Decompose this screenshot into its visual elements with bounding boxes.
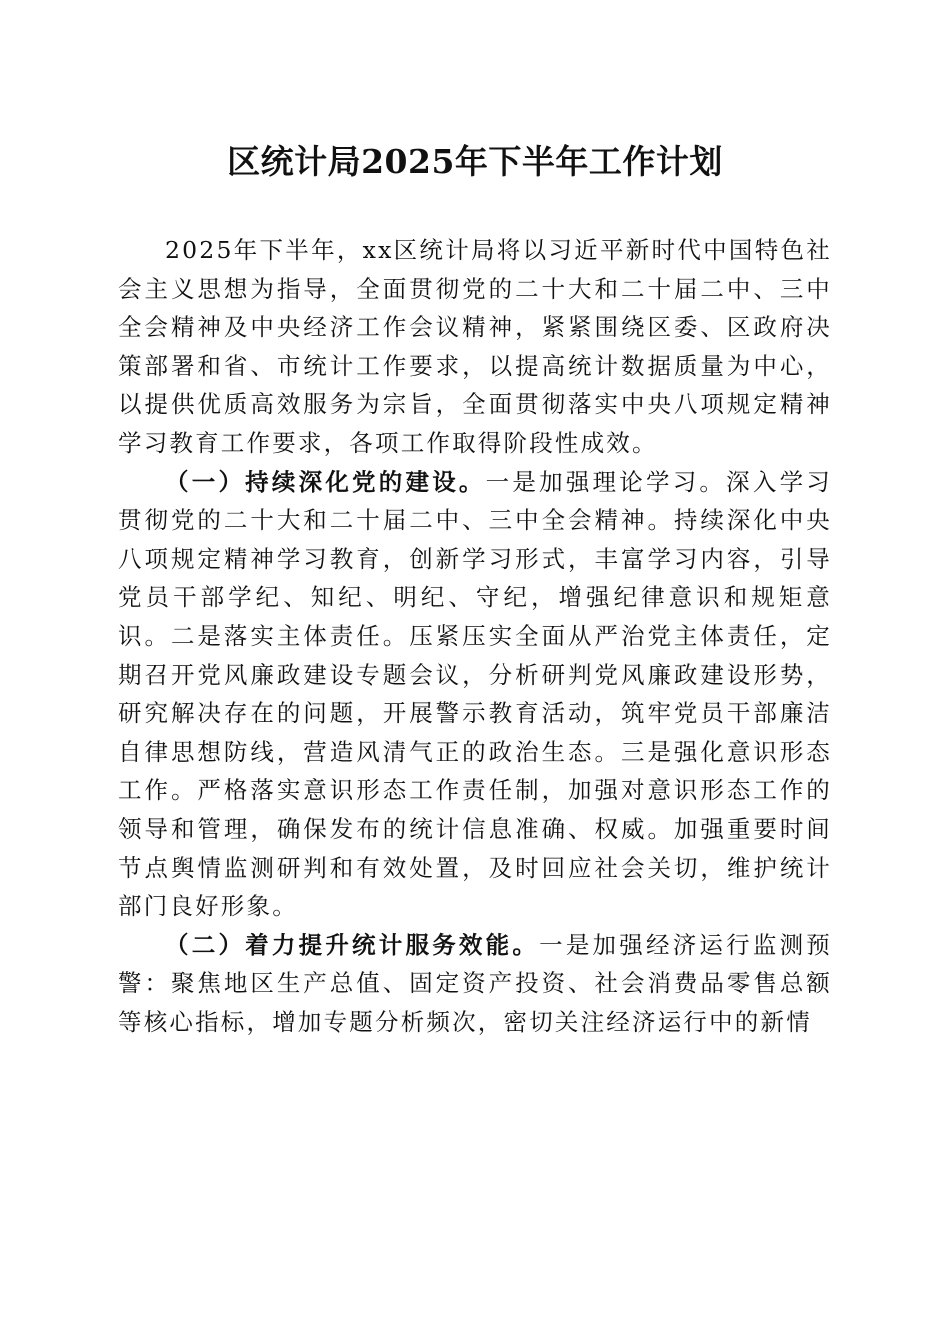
- section-1-paragraph: [118, 463, 832, 926]
- section-2-paragraph: [118, 926, 832, 1042]
- intro-paragraph: 2025年下半年，xx区统计局将以习近平新时代中国特色社会主义思想为指导，全面贯彻党的二十大和二十届二中、三中全会精神及中央经济工作会议精神，紧紧围绕区委、区政府决策部署和省、市统计工作要求，以提高统计数据质量为中心，以提供优质高效服务为宗旨，全面贯彻落实中央八项规定精神学习教育工作要求，各项工作取得阶段性成效。: [118, 236, 832, 457]
- section-1-body: 一是加强理论学习。深入学习贯彻党的二十大和二十届二中、三中全会精神。持续深化中央八项规定精神学习教育，创新学习形式，丰富学习内容，引导党员干部学纪、知纪、明纪、守纪，增强纪律意识和规矩意识。二是落实主体责任。压紧压实全面从严治党主体责任，定期召开党风廉政建设专题会议，分析研判党风廉政建设形势，研究解决存在的问题，开展警示教育活动，筑牢党员干部廉洁自律思想防线，营造风清气正的政治生态。三是强化意识形态工作。严格落实意识形态工作责任制，加强对意识形态工作的领导和管理，确保发布的统计信息准确、权威。加强重要时间节点舆情监测研判和有效处置，及时回应社会关切，维护统计部门良好形象。: [118, 467, 832, 921]
- document-title: 区统计局2025年下半年工作计划: [227, 142, 723, 181]
- section-2-body: 一是加强经济运行监测预警：聚焦地区生产总值、固定资产投资、社会消费品零售总额等核心指标，增加专题分析频次，密切关注经济运行中的新情: [118, 930, 832, 1036]
- section-2-heading: （二）着力提升统计服务效能。: [165, 930, 540, 959]
- section-1-heading: （一）持续深化党的建设。: [165, 467, 486, 496]
